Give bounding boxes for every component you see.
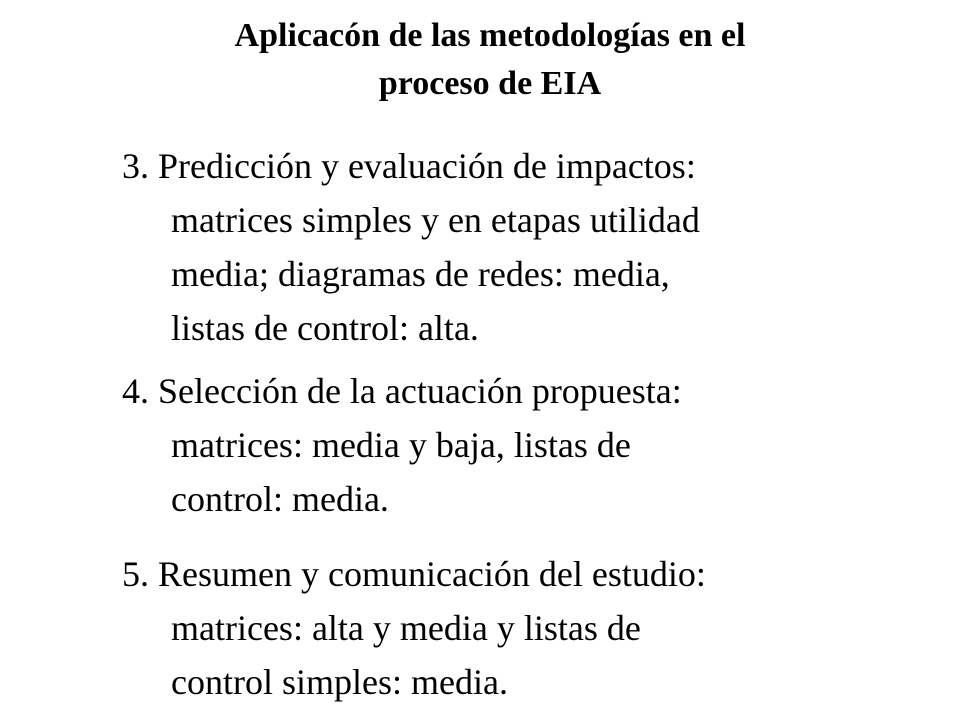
list-item-line: matrices: media y baja, listas de bbox=[171, 425, 631, 465]
list-item-line: media; diagramas de redes: media, bbox=[171, 254, 670, 294]
list-item-line: control simples: media. bbox=[171, 662, 508, 702]
list-item-line: 3. Predicción y evaluación de impactos: bbox=[122, 146, 696, 186]
list-item-line: control: media. bbox=[171, 479, 389, 519]
list-item-seleccion-actuacion bbox=[122, 364, 862, 526]
slide-title bbox=[150, 12, 830, 108]
list-item-line: 4. Selección de la actuación propuesta: bbox=[122, 371, 682, 411]
title-line: proceso de EIA bbox=[378, 65, 602, 102]
title-line: Aplicacón de las metodologías en el bbox=[234, 17, 746, 54]
list-item-line: 5. Resumen y comunicación del estudio: bbox=[122, 554, 706, 594]
list-item-resumen-comunicacion bbox=[122, 547, 862, 709]
list-item-line: listas de control: alta. bbox=[171, 308, 479, 348]
list-item-prediccion-evaluacion bbox=[122, 139, 862, 355]
list-item-line: matrices: alta y media y listas de bbox=[171, 608, 641, 648]
list-item-line: matrices simples y en etapas utilidad bbox=[171, 200, 700, 240]
